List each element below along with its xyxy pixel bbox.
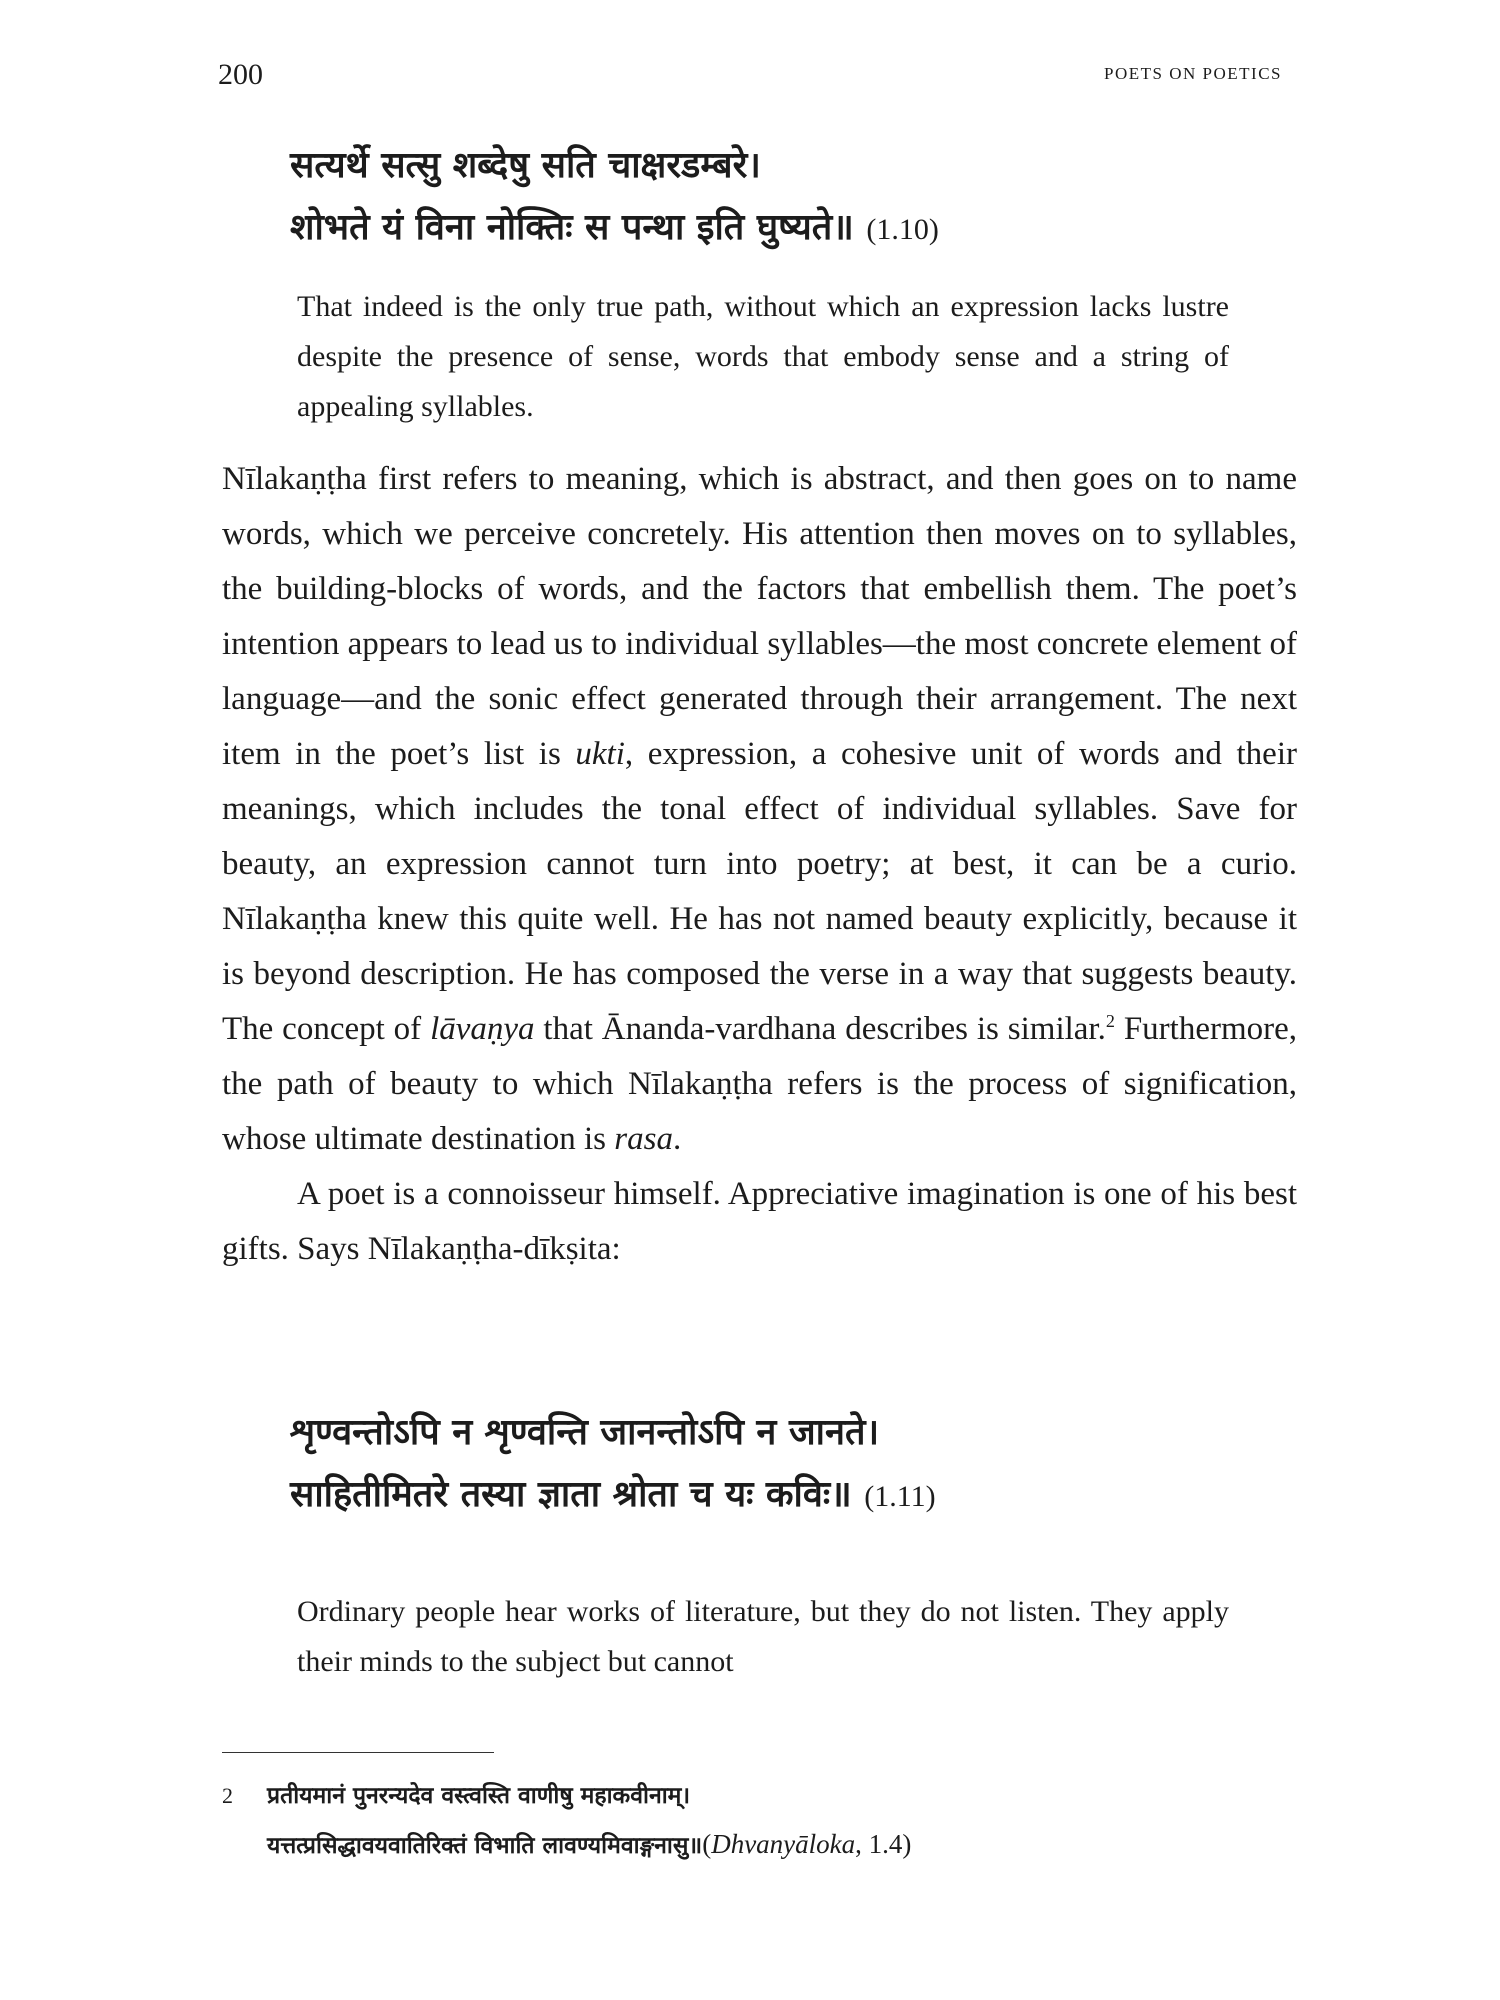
verse-line-text: साहितीमितरे तस्या ज्ञाता श्रोता च यः कविः॥ (290, 1474, 852, 1515)
verse-line-text: शोभते यं विना नोक्तिः स पन्था इति घुष्यते॥ (290, 207, 854, 248)
paragraph (222, 452, 1297, 1167)
source-ref: , 1.4) (855, 1829, 912, 1859)
source-paren: ( (702, 1829, 712, 1859)
footnote-line: प्रतीयमानं पुनरन्यदेव वस्त्वस्ति वाणीषु महाकवीनाम्। (267, 1783, 691, 1809)
italic-term-lavanya: lāvaṇya (430, 1011, 535, 1047)
verse-line (290, 1464, 1290, 1528)
verse-translation-2: Ordinary people hear works of literature, but they do not listen. They apply their minds to the subject but cannot (297, 1595, 1229, 1678)
verse-line: शृण्वन्तोऽपि न शृण्वन्ति जानन्तोऽपि न जानते। (290, 1412, 880, 1453)
verse-reference: (1.11) (864, 1480, 936, 1513)
page-number: 200 (218, 58, 263, 91)
footnote-line (222, 1820, 1297, 1870)
verse-reference: (1.10) (866, 213, 939, 246)
verse-line (290, 197, 1290, 261)
text-run: . (672, 1121, 682, 1157)
sanskrit-verse-1-11 (290, 1402, 1290, 1528)
verse-translation-1: That indeed is the only true path, without which an expression lacks lustre despite the presence of sense, words that embody sense and a string of appealing syllables. (297, 290, 1229, 423)
text-run: Furthermore, the path of beauty to which Nīlakaṇṭha refers is the process of signification, whose ultimate destination is (222, 1011, 1298, 1157)
italic-term-rasa: rasa (614, 1121, 673, 1157)
italic-term-ukti: ukti (575, 736, 625, 772)
footnote-number: 2 (222, 1783, 233, 1808)
source-title: Dhvanyāloka (711, 1829, 856, 1859)
text-run: that Ānanda-vardhana describes is similar. (534, 1011, 1106, 1047)
verse-line: सत्यर्थे सत्सु शब्देषु सति चाक्षरडम्बरे। (290, 145, 761, 186)
footnote-divider (222, 1752, 494, 1753)
page-header (218, 58, 1282, 98)
sanskrit-verse-1-10 (290, 135, 1290, 261)
text-run: , expression, a cohesive unit of words and their meanings, which includes the tonal effect of individual syllables. Save for beauty, an expression cannot turn into poetry; at best, it can be a curio. Nīlakaṇṭha knew this quite well. He has not named beauty explicitly, because it is beyond description. He has composed the verse in a way that suggests beauty. The concept of (222, 736, 1297, 1047)
body-text (222, 452, 1297, 1277)
footnote (222, 1772, 1297, 1870)
footnote-line-text: यत्तत्प्रसिद्धावयवातिरिक्तं विभाति लावण्यमिवाङ्गनासु॥ (267, 1833, 703, 1859)
text-run: Nīlakaṇṭha first refers to meaning, which is abstract, and then goes on to name words, which we perceive concretely. His attention then moves on to syllables, the building-blocks of words, and the factors that embellish them. The poet’s intention appears to lead us to individual syllables—the most concrete element of language—and the sonic effect generated through their arrangement. The next item in the poet’s list is (222, 461, 1297, 772)
footnote-source (702, 1829, 911, 1859)
running-head: POETS ON POETICS (1104, 64, 1282, 83)
paragraph: A poet is a connoisseur himself. Appreciative imagination is one of his best gifts. Says Nīlakaṇṭha-dīkṣita: (222, 1176, 1297, 1267)
footnote-marker[interactable]: 2 (1105, 1011, 1115, 1031)
